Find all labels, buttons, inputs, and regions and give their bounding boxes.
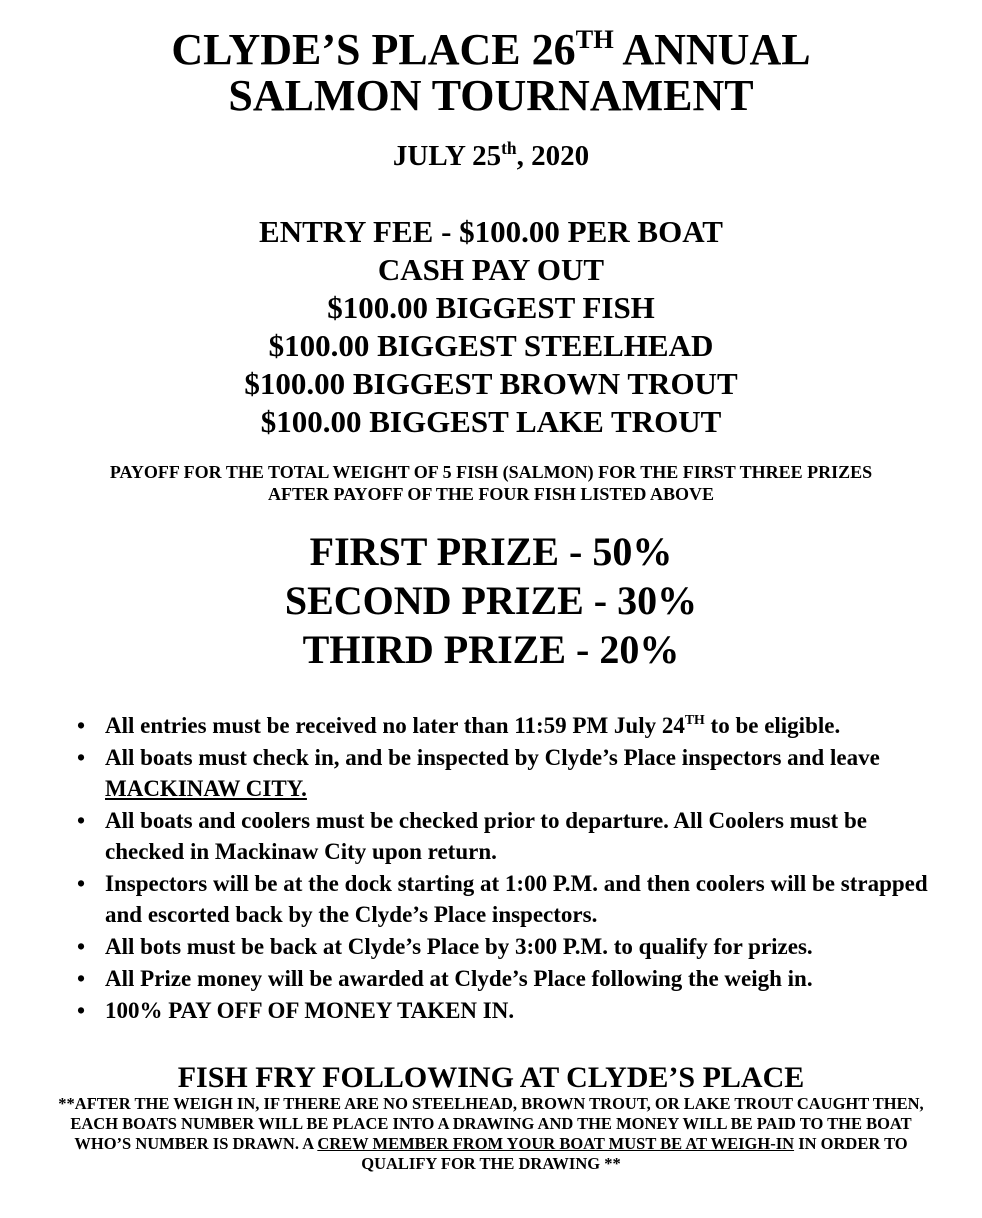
event-date: JULY 25th, 2020 [392,138,590,172]
payoff-line-2: AFTER PAYOFF OF THE FOUR FISH LISTED ABOVE [268,484,714,504]
bullet-icon: • [77,966,86,991]
rule-inspectors: • Inspectors will be at the dock starting at 1:00 P.M. and then coolers will be strapped and escorted back by the Clyde’s Place inspectors. [105,868,935,930]
date-superscript: th [501,138,517,159]
first-prize: FIRST PRIZE - 50% [309,529,673,574]
prize-list [0,527,982,674]
rule-check-in: • All boats must check in, and be inspected by Clyde’s Place inspectors and leave MACKINAW CITY. [105,742,935,804]
rules-list [0,710,935,1026]
biggest-fish-prize: $100.00 BIGGEST FISH [327,290,655,325]
title-line-2: SALMON TOURNAMENT [228,71,754,120]
bullet-icon: • [77,808,86,833]
bullet-icon: • [77,998,86,1023]
cash-payout-heading: CASH PAY OUT [377,252,605,287]
rule-return-time: • All bots must be back at Clyde’s Place by 3:00 P.M. to qualify for prizes. [105,931,935,962]
rule-entry-deadline: • All entries must be received no later than 11:59 PM July 24TH to be eligible. [105,710,935,741]
biggest-brown-trout-prize: $100.00 BIGGEST BROWN TROUT [244,366,738,401]
third-prize: THIRD PRIZE - 20% [302,627,680,672]
payoff-line-1: PAYOFF FOR THE TOTAL WEIGHT OF 5 FISH (SALMON) FOR THE FIRST THREE PRIZES [109,462,873,482]
drawing-note: **AFTER THE WEIGH IN, IF THERE ARE NO STEELHEAD, BROWN TROUT, OR LAKE TROUT CAUGHT THEN, EACH BOATS NUMBER WILL BE PLACE INTO A DRAWING AND THE MONEY WILL BE PAID TO THE BOAT WHO’S NUMBER IS DRAWN. A CREW MEMBER FROM YOUR BOAT MUST BE AT WEIGH-IN IN ORDER TO QUALIFY FOR THE DRAWING ** [58,1094,924,1173]
bullet-icon: • [77,745,86,770]
bullet-icon: • [77,934,86,959]
entry-fee: ENTRY FEE - $100.00 PER BOAT [259,214,723,249]
fee-list [0,213,982,441]
title-superscript: TH [575,23,614,54]
rule-prize-money: • All Prize money will be awarded at Clyde’s Place following the weigh in. [105,963,935,994]
biggest-lake-trout-prize: $100.00 BIGGEST LAKE TROUT [260,404,722,439]
fish-fry-heading: FISH FRY FOLLOWING AT CLYDE’S PLACE [177,1061,805,1094]
rule-coolers-checked: • All boats and coolers must be checked prior to departure. All Coolers must be checked in Mackinaw City upon return. [105,805,935,867]
second-prize: SECOND PRIZE - 30% [284,578,698,623]
biggest-steelhead-prize: $100.00 BIGGEST STEELHEAD [268,328,714,363]
title-line-1: CLYDE’S PLACE 26TH ANNUAL [171,23,811,74]
bullet-icon: • [77,713,86,738]
payoff-note [0,461,982,505]
crew-member-underlined: CREW MEMBER FROM YOUR BOAT MUST BE AT WEIGH-IN [317,1134,795,1153]
bullet-icon: • [77,871,86,896]
rule-payoff: • 100% PAY OFF OF MONEY TAKEN IN. [105,995,935,1026]
mackinaw-city-underlined: MACKINAW CITY. [105,776,307,801]
page-title [0,0,982,119]
